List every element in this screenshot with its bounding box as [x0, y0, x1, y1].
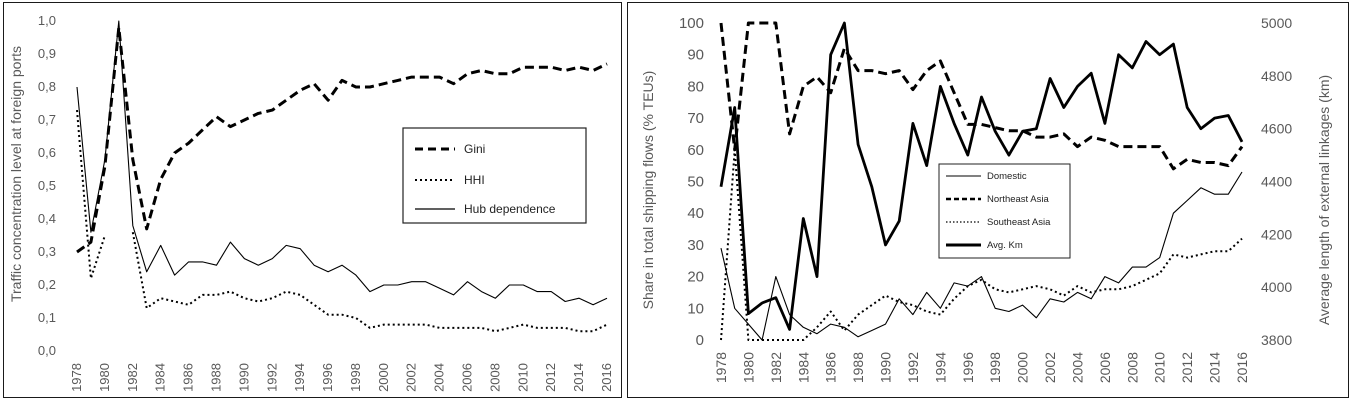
right-y-tick-label: 0: [695, 332, 704, 349]
right-x-tick-label: 2010: [1151, 352, 1168, 384]
right-y-tick-label: 20: [687, 268, 704, 286]
right-y2-axis-title: Average length of external linkages (km): [1316, 74, 1332, 326]
legend-label-southeast-asia: Southeast Asia: [987, 217, 1051, 228]
left-y-tick-label: 0,0: [37, 343, 56, 358]
right-y2-tick-label: 4800: [1261, 67, 1293, 84]
left-x-tick-label: 1980: [96, 363, 112, 392]
left-x-tick-label: 2008: [487, 363, 503, 392]
legend-label-gini: Gini: [464, 142, 486, 156]
left-x-tick-label: 2002: [403, 363, 419, 392]
left-y-tick-label: 0,1: [37, 310, 56, 325]
left-y-tick-label: 0,7: [37, 112, 56, 127]
right-x-tick-label: 1990: [877, 352, 894, 384]
right-x-tick-label: 1978: [713, 352, 729, 384]
legend-label-northeast-asia: Northeast Asia: [987, 194, 1049, 205]
right-y-tick-label: 80: [687, 78, 704, 96]
left-y-tick-label: 0,5: [37, 178, 56, 193]
legend-label-hhi: HHI: [464, 173, 485, 187]
right-x-tick-label: 2014: [1206, 352, 1223, 384]
left-x-tick-label: 2010: [515, 363, 531, 392]
right-y-tick-label: 90: [687, 46, 704, 64]
right-y2-tick-label: 4000: [1261, 279, 1293, 296]
left-y-tick-label: 1,0: [37, 13, 56, 28]
left-y-axis-title: Traffic concentration level at foreign ports: [8, 45, 24, 303]
legend-label-hub: Hub dependence: [464, 202, 556, 216]
right-x-tick-label: 1986: [822, 352, 839, 384]
left-x-tick-label: 1990: [236, 363, 252, 392]
right-legend: [939, 164, 1070, 258]
right-x-tick-label: 1994: [932, 352, 949, 384]
left-x-tick-label: 2000: [375, 363, 391, 392]
right-chart: [628, 3, 1350, 399]
left-x-tick-label: 1996: [320, 363, 336, 392]
right-y-tick-label: 100: [678, 15, 704, 32]
right-y-tick-label: 30: [687, 236, 704, 254]
legend-label-domestic: Domestic: [987, 171, 1027, 182]
right-y-tick-label: 40: [687, 205, 704, 223]
left-x-tick-label: 1988: [208, 363, 224, 392]
left-legend: [403, 128, 586, 223]
left-x-tick-label: 1992: [264, 363, 280, 392]
right-x-tick-label: 1980: [740, 352, 757, 384]
left-x-tick-label: 2006: [459, 363, 475, 392]
right-x-tick-label: 1982: [767, 352, 784, 384]
right-y2-tick-label: 4400: [1261, 173, 1293, 190]
right-x-tick-label: 2012: [1179, 352, 1196, 384]
right-x-tick-label: 1998: [987, 352, 1004, 384]
right-x-tick-label: 2000: [1014, 352, 1031, 384]
left-x-tick-label: 2004: [431, 363, 447, 392]
right-x-tick-label: 1984: [795, 352, 812, 384]
left-x-tick-label: 1998: [347, 363, 363, 392]
right-x-tick-label: 2006: [1096, 352, 1113, 384]
right-x-tick-label: 2008: [1124, 352, 1141, 384]
left-chart: [4, 3, 623, 399]
right-y-tick-label: 60: [687, 141, 704, 159]
left-x-tick-label: 1982: [124, 363, 140, 392]
left-y-tick-label: 0,2: [37, 277, 56, 292]
right-y-axis-title: Share in total shipping flows (% TEUs): [640, 70, 656, 310]
right-y2-tick-label: 4600: [1261, 120, 1293, 137]
left-x-tick-label: 2016: [599, 363, 614, 392]
left-x-tick-label: 2014: [571, 363, 587, 392]
right-x-tick-label: 2016: [1234, 352, 1250, 384]
left-y-tick-label: 0,6: [37, 145, 56, 160]
left-y-tick-label: 0,9: [37, 46, 56, 61]
right-y2-tick-label: 4200: [1261, 226, 1293, 243]
right-x-tick-label: 1996: [959, 352, 976, 384]
right-x-tick-label: 1988: [850, 352, 867, 384]
left-y-tick-label: 0,4: [37, 211, 56, 226]
left-y-tick-label: 0,3: [37, 244, 56, 259]
legend-label-avg-km: Avg. Km: [987, 240, 1023, 251]
right-x-tick-label: 1992: [904, 352, 921, 384]
left-y-tick-label: 0,8: [37, 79, 56, 94]
right-y-tick-label: 50: [687, 173, 704, 191]
left-chart-panel: [3, 2, 622, 398]
right-y2-tick-label: 3800: [1261, 332, 1293, 348]
left-x-tick-label: 1978: [69, 363, 84, 392]
left-x-tick-label: 2012: [543, 363, 559, 392]
right-x-tick-label: 2002: [1042, 352, 1059, 384]
right-chart-panel: [627, 2, 1349, 398]
right-x-tick-label: 2004: [1069, 352, 1086, 384]
left-x-tick-label: 1994: [292, 363, 308, 392]
left-x-tick-label: 1984: [152, 363, 168, 392]
right-y-tick-label: 10: [687, 300, 704, 318]
right-y2-tick-label: 5000: [1261, 15, 1293, 31]
left-x-tick-label: 1986: [180, 363, 196, 392]
right-y-tick-label: 70: [687, 110, 704, 128]
